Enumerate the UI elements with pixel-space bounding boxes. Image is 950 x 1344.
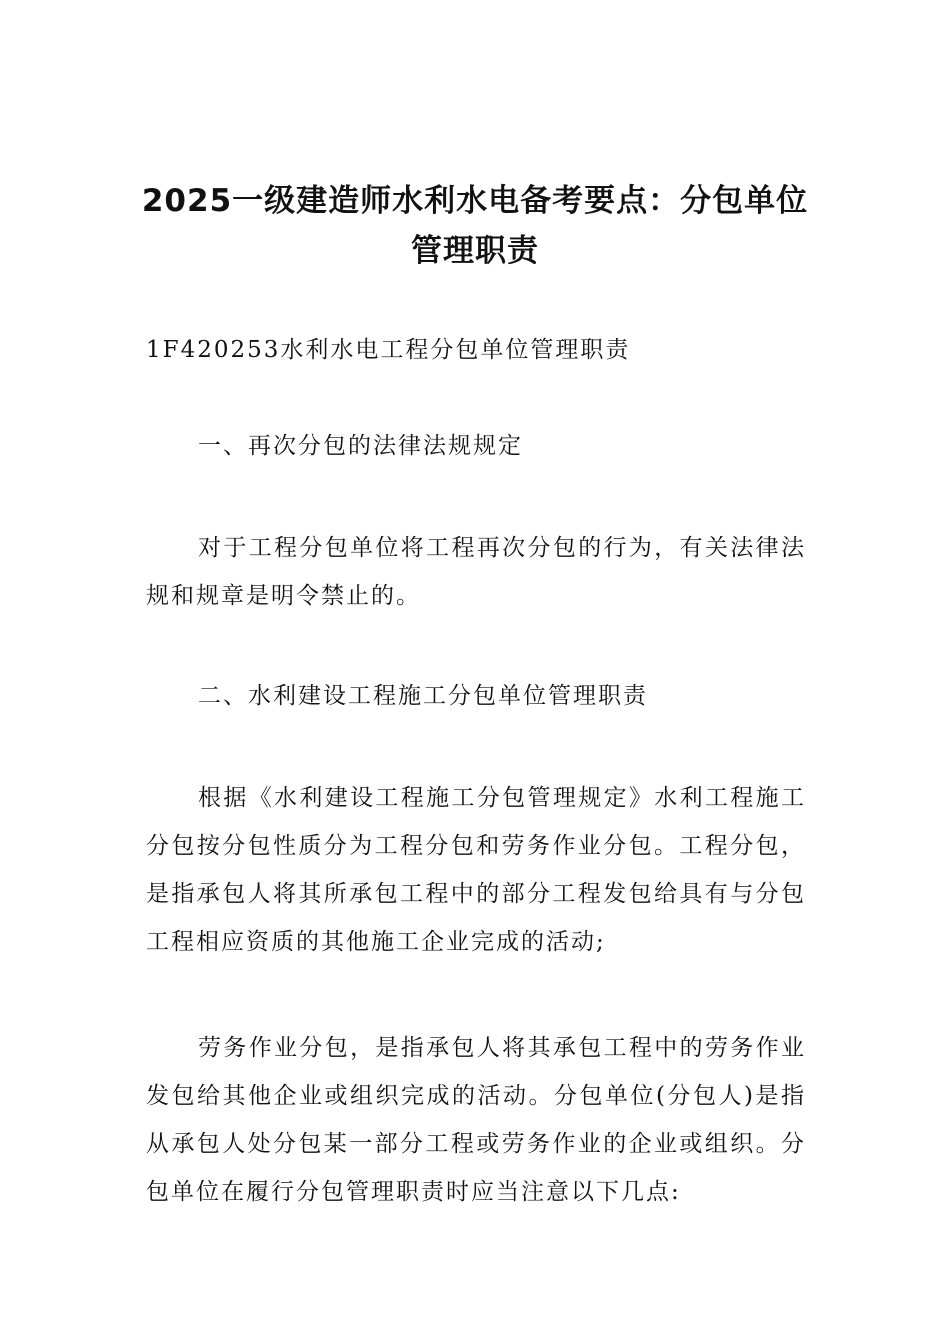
paragraph-2: 根据《水利建设工程施工分包管理规定》水利工程施工分包按分包性质分为工程分包和劳务作业分包。工程分包，是指承包人将其所承包工程中的部分工程发包给具有与分包工程相应资质的其他施工企业完成的活动; <box>146 785 806 955</box>
document-title: 2025一级建造师水利水电备考要点：分包单位管理职责 <box>141 183 809 269</box>
section-heading-2: 二、水利建设工程施工分包单位管理职责 <box>198 683 648 709</box>
paragraph-3: 劳务作业分包，是指承包人将其承包工程中的劳务作业发包给其他企业或组织完成的活动。分包单位(分包人)是指从承包人处分包某一部分工程或劳务作业的企业或组织。分包单位在履行分包管理职责时应当注意以下几点: <box>146 1035 806 1205</box>
section-heading-1: 一、再次分包的法律法规规定 <box>198 433 523 459</box>
section-code-line: 1F420253水利水电工程分包单位管理职责 <box>146 337 631 363</box>
paragraph-1: 对于工程分包单位将工程再次分包的行为，有关法律法规和规章是明令禁止的。 <box>146 535 806 609</box>
